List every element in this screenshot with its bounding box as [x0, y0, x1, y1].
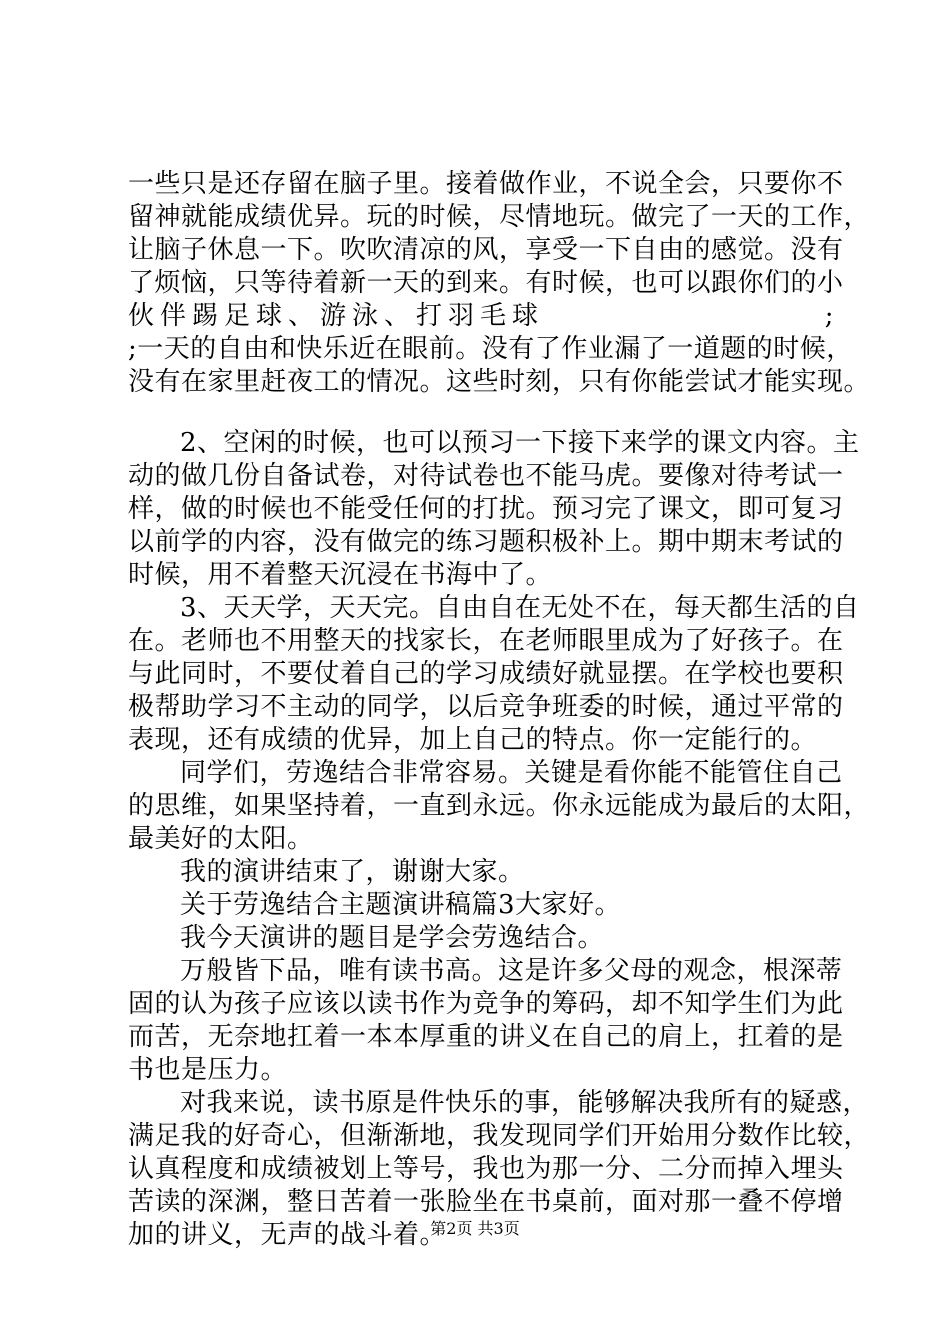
closing-line: 我的演讲结束了，谢谢大家。	[180, 857, 525, 887]
speech-topic: 我今天演讲的题目是学会劳逸结合。	[180, 923, 605, 953]
text-line: 3、天天学，天天完。自由自在无处不在，每天都生活的自	[180, 593, 860, 623]
text-line	[128, 300, 834, 333]
paragraph-point-3	[128, 592, 860, 757]
paragraph-reading	[128, 955, 844, 1087]
text-line: ;一天的自由和快乐近在眼前。没有了作业漏了一道题的时候，	[128, 334, 853, 364]
text-line: 满足我的好奇心，但渐渐地，我发现同学们开始用分数作比较，	[128, 1121, 871, 1151]
paragraph-point-2	[128, 427, 860, 592]
text-line: 苦读的深渊，整日苦着一张脸坐在书桌前，面对那一叠不停增	[128, 1187, 844, 1217]
text-line: 在。老师也不用整天的找家长，在老师眼里成为了好孩子。在	[128, 626, 844, 656]
text-line: 的思维，如果坚持着，一直到永远。你永远能成为最后的太阳，	[128, 791, 871, 821]
paragraph-gap	[128, 399, 834, 427]
text-line: 让脑子休息一下。吹吹清凉的风，享受一下自由的感觉。没有	[128, 235, 844, 265]
text-line: 对我来说，读书原是件快乐的事，能够解决我所有的疑惑，	[180, 1088, 870, 1118]
text-line: 加的讲义，无声的战斗着。	[128, 1220, 447, 1250]
text-line: 而苦，无奈地扛着一本本厚重的讲义在自己的肩上，扛着的是	[128, 1022, 844, 1052]
text-segment: 伙伴踢足球、游泳、打羽毛球	[128, 301, 545, 331]
text-line: 与此同时，不要仗着自己的学习成绩好就显摆。在学校也要积	[128, 659, 844, 689]
text-line: 2、空闲的时候，也可以预习一下接下来学的课文内容。主	[180, 428, 860, 458]
text-line: 一些只是还存留在脑子里。接着做作业，不说全会，只要你不	[128, 169, 844, 199]
document-body	[128, 168, 871, 1252]
text-line: 时候，用不着整天沉浸在书海中了。	[128, 560, 553, 590]
text-line: 样，做的时候也不能受任何的打扰。预习完了课文，即可复习	[128, 494, 844, 524]
text-segment: ;	[824, 301, 834, 331]
text-line: 了烦恼，只等待着新一天的到来。有时候，也可以跟你们的小	[128, 268, 844, 298]
text-line: 动的做几份自备试卷，对待试卷也不能马虎。要像对待考试一	[128, 461, 844, 491]
text-line: 认真程度和成绩被划上等号，我也为那一分、二分而掉入埋头	[128, 1154, 844, 1184]
text-line: 同学们，劳逸结合非常容易。关键是看你能不能管住自己	[180, 758, 843, 788]
text-line: 书也是压力。	[128, 1055, 288, 1085]
section-heading: 关于劳逸结合主题演讲稿篇3大家好。	[180, 890, 622, 920]
paragraph-continuation	[128, 168, 871, 399]
text-line: 以前学的内容，没有做完的练习题积极补上。期中期末考试的	[128, 527, 844, 557]
page-number: 第2页 共3页	[430, 1219, 520, 1238]
text-line: 没有在家里赶夜工的情况。这些时刻，只有你能尝试才能实现。	[128, 367, 871, 397]
paragraph-conclusion	[128, 757, 871, 856]
text-line: 最美好的太阳。	[128, 824, 314, 854]
text-line: 留神就能成绩优异。玩的时候，尽情地玩。做完了一天的工作，	[128, 202, 871, 232]
text-line: 万般皆下品，唯有读书高。这是许多父母的观念，根深蒂	[180, 956, 843, 986]
text-line: 固的认为孩子应该以读书作为竞争的筹码，却不知学生们为此	[128, 989, 844, 1019]
text-line: 表现，还有成绩的优异，加上自己的特点。你一定能行的。	[128, 725, 818, 755]
text-line: 极帮助学习不主动的同学，以后竞争班委的时候，通过平常的	[128, 692, 844, 722]
